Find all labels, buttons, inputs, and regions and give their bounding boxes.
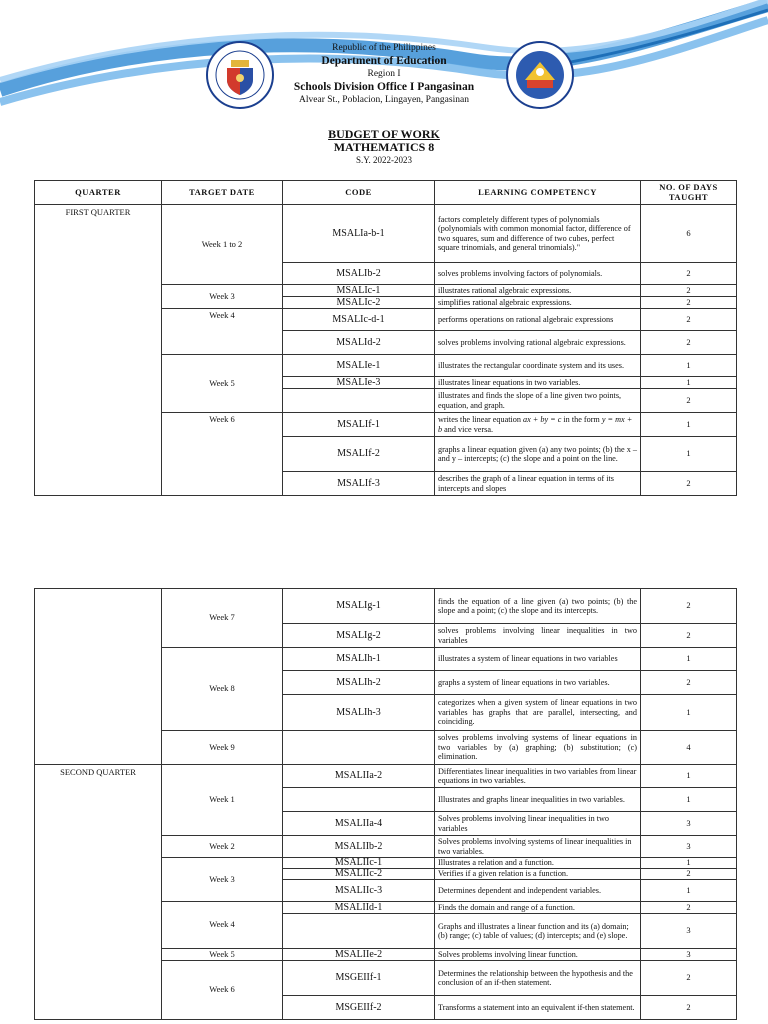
code-cell: MSALIf-3 bbox=[283, 472, 435, 496]
days-cell: 2 bbox=[641, 624, 737, 648]
budget-table-continued bbox=[34, 588, 737, 1020]
days-cell: 1 bbox=[641, 437, 737, 472]
week-cell: Week 9 bbox=[162, 731, 283, 765]
republic-label: Republic of the Philippines bbox=[332, 43, 436, 53]
days-cell: 2 bbox=[641, 671, 737, 695]
code-cell: MSALIf-1 bbox=[283, 413, 435, 437]
code-cell: MSALIIc-1 bbox=[283, 858, 435, 869]
code-cell: MSALIg-1 bbox=[283, 589, 435, 624]
competency-cell: illustrates linear equations in two variables. bbox=[435, 377, 641, 389]
code-cell: MSALIh-3 bbox=[283, 695, 435, 731]
code-cell bbox=[283, 788, 435, 812]
code-cell: MSGEIIf-1 bbox=[283, 961, 435, 996]
week-cell: Week 6 bbox=[162, 961, 283, 1020]
budget-table-first-quarter bbox=[34, 180, 737, 496]
days-cell: 1 bbox=[641, 413, 737, 437]
budget-of-work-title: BUDGET OF WORK bbox=[328, 127, 440, 141]
competency-cell: illustrates and finds the slope of a line given two points, equation, and graph. bbox=[435, 389, 641, 413]
code-cell: MSALIb-2 bbox=[283, 263, 435, 285]
competency-cell: solves problems involving systems of linear equations in two variables by (a) graphing; (b) substitution; (c) elimination. bbox=[435, 731, 641, 765]
days-cell: 1 bbox=[641, 355, 737, 377]
competency-cell: graphs a system of linear equations in two variables. bbox=[435, 671, 641, 695]
code-cell: MSALId-2 bbox=[283, 331, 435, 355]
days-cell: 6 bbox=[641, 205, 737, 263]
days-cell: 2 bbox=[641, 389, 737, 413]
table-row bbox=[35, 765, 737, 788]
address-label: Alvear St., Poblacion, Lingayen, Pangasinan bbox=[299, 95, 469, 105]
code-cell: MSALIh-2 bbox=[283, 671, 435, 695]
days-cell: 2 bbox=[641, 589, 737, 624]
code-cell: MSALIIa-2 bbox=[283, 765, 435, 788]
days-cell: 2 bbox=[641, 263, 737, 285]
code-cell: MSALIe-3 bbox=[283, 377, 435, 389]
column-header-days-taught: NO. OF DAYS TAUGHT bbox=[641, 181, 737, 205]
competency-cell: categorizes when a given system of linear equations in two variables has graphs that are parallel, intersecting, and coinciding. bbox=[435, 695, 641, 731]
region-label: Region I bbox=[367, 69, 401, 79]
days-cell: 2 bbox=[641, 331, 737, 355]
code-cell: MSALIc-2 bbox=[283, 297, 435, 309]
code-cell: MSALIg-2 bbox=[283, 624, 435, 648]
days-cell: 2 bbox=[641, 309, 737, 331]
week-cell: Week 8 bbox=[162, 648, 283, 731]
days-cell: 1 bbox=[641, 880, 737, 902]
competency-cell: Solves problems involving linear inequalities in two variables bbox=[435, 812, 641, 836]
equation-standard-form: ax + by = c bbox=[523, 415, 562, 424]
code-cell: MSALIc-d-1 bbox=[283, 309, 435, 331]
days-cell: 2 bbox=[641, 996, 737, 1020]
competency-cell: graphs a linear equation given (a) any two points; (b) the x – and y – intercepts; (c) the slope and a point on the line. bbox=[435, 437, 641, 472]
code-cell: MSALIIc-2 bbox=[283, 869, 435, 880]
equation-slope-intercept-form: y = mx + b bbox=[438, 415, 633, 434]
competency-cell: simplifies rational algebraic expressions. bbox=[435, 297, 641, 309]
competency-cell: describes the graph of a linear equation in terms of its intercepts and slopes bbox=[435, 472, 641, 496]
competency-cell: finds the equation of a line given (a) two points; (b) the slope and a point; (c) the slope and its intercepts. bbox=[435, 589, 641, 624]
table-row bbox=[35, 205, 737, 263]
school-year: S.Y. 2022-2023 bbox=[355, 155, 413, 165]
days-cell: 2 bbox=[641, 961, 737, 996]
week-cell: Week 5 bbox=[162, 949, 283, 961]
code-cell bbox=[283, 914, 435, 949]
code-cell: MSALIa-b-1 bbox=[283, 205, 435, 263]
division-office-label: Schools Division Office I Pangasinan bbox=[293, 81, 475, 93]
competency-cell: Differentiates linear inequalities in two variables from linear equations in two variables. bbox=[435, 765, 641, 788]
week-cell: Week 5 bbox=[162, 355, 283, 413]
competency-cell: illustrates rational algebraic expressions. bbox=[435, 285, 641, 297]
days-cell: 1 bbox=[641, 695, 737, 731]
competency-cell: solves problems involving rational algebraic expressions. bbox=[435, 331, 641, 355]
days-cell: 3 bbox=[641, 836, 737, 858]
competency-cell: writes the linear equation ax + by = c in the form y = mx + b and vice versa. bbox=[435, 413, 641, 437]
column-header-code: CODE bbox=[283, 181, 435, 205]
week-cell: Week 2 bbox=[162, 836, 283, 858]
competency-cell: Solves problems involving linear function. bbox=[435, 949, 641, 961]
competency-cell: Graphs and illustrates a linear function and its (a) domain; (b) range; (c) table of values; (d) intercepts; and (e) slope. bbox=[435, 914, 641, 949]
days-cell: 2 bbox=[641, 297, 737, 309]
letterhead bbox=[0, 42, 768, 107]
competency-cell: Transforms a statement into an equivalent if-then statement. bbox=[435, 996, 641, 1020]
table-header-row bbox=[35, 181, 737, 205]
competency-cell: solves problems involving factors of polynomials. bbox=[435, 263, 641, 285]
quarter-cell: SECOND QUARTER bbox=[35, 765, 162, 1020]
week-cell: Week 6 bbox=[162, 413, 283, 496]
competency-cell: performs operations on rational algebraic expressions bbox=[435, 309, 641, 331]
code-cell: MSALIf-2 bbox=[283, 437, 435, 472]
competency-cell: solves problems involving linear inequalities in two variables bbox=[435, 624, 641, 648]
column-header-learning-competency: LEARNING COMPETENCY bbox=[435, 181, 641, 205]
week-cell: Week 3 bbox=[162, 285, 283, 309]
days-cell: 4 bbox=[641, 731, 737, 765]
subject-title: MATHEMATICS 8 bbox=[333, 140, 435, 154]
quarter-cell: FIRST QUARTER bbox=[35, 205, 162, 496]
days-cell: 3 bbox=[641, 812, 737, 836]
code-cell: MSALIIc-3 bbox=[283, 880, 435, 902]
column-header-quarter: QUARTER bbox=[35, 181, 162, 205]
week-cell: Week 4 bbox=[162, 309, 283, 355]
code-cell: MSALIe-1 bbox=[283, 355, 435, 377]
code-cell bbox=[283, 731, 435, 765]
competency-cell: Determines dependent and independent variables. bbox=[435, 880, 641, 902]
days-cell: 1 bbox=[641, 858, 737, 869]
code-cell bbox=[283, 389, 435, 413]
week-cell: Week 7 bbox=[162, 589, 283, 648]
days-cell: 2 bbox=[641, 869, 737, 880]
competency-cell: Finds the domain and range of a function. bbox=[435, 902, 641, 914]
days-cell: 1 bbox=[641, 648, 737, 671]
quarter-cell-empty bbox=[35, 589, 162, 765]
department-label: Department of Education bbox=[321, 55, 447, 67]
competency-cell: illustrates a system of linear equations in two variables bbox=[435, 648, 641, 671]
code-cell: MSALIIb-2 bbox=[283, 836, 435, 858]
days-cell: 1 bbox=[641, 377, 737, 389]
days-cell: 2 bbox=[641, 902, 737, 914]
week-cell: Week 4 bbox=[162, 902, 283, 949]
days-cell: 1 bbox=[641, 788, 737, 812]
days-cell: 3 bbox=[641, 914, 737, 949]
days-cell: 2 bbox=[641, 285, 737, 297]
week-cell: Week 3 bbox=[162, 858, 283, 902]
competency-cell: Determines the relationship between the hypothesis and the conclusion of an if-then statement. bbox=[435, 961, 641, 996]
competency-cell: factors completely different types of polynomials (polynomials with common monomial factor, difference of two squares, sum and difference of two cubes, perfect square trinomials, and general trinomials)." bbox=[435, 205, 641, 263]
code-cell: MSALIId-1 bbox=[283, 902, 435, 914]
week-cell: Week 1 bbox=[162, 765, 283, 836]
competency-cell: Illustrates and graphs linear inequalities in two variables. bbox=[435, 788, 641, 812]
week-cell: Week 1 to 2 bbox=[162, 205, 283, 285]
document-title bbox=[0, 128, 768, 166]
days-cell: 1 bbox=[641, 765, 737, 788]
code-cell: MSALIc-1 bbox=[283, 285, 435, 297]
column-header-target-date: TARGET DATE bbox=[162, 181, 283, 205]
days-cell: 2 bbox=[641, 472, 737, 496]
competency-cell: Illustrates a relation and a function. bbox=[435, 858, 641, 869]
table-row bbox=[35, 589, 737, 624]
code-cell: MSALIIe-2 bbox=[283, 949, 435, 961]
code-cell: MSALIh-1 bbox=[283, 648, 435, 671]
competency-cell: illustrates the rectangular coordinate system and its uses. bbox=[435, 355, 641, 377]
code-cell: MSALIIa-4 bbox=[283, 812, 435, 836]
competency-cell: Verifies if a given relation is a function. bbox=[435, 869, 641, 880]
competency-cell: Solves problems involving systems of linear inequalities in two variables. bbox=[435, 836, 641, 858]
days-cell: 3 bbox=[641, 949, 737, 961]
code-cell: MSGEIIf-2 bbox=[283, 996, 435, 1020]
